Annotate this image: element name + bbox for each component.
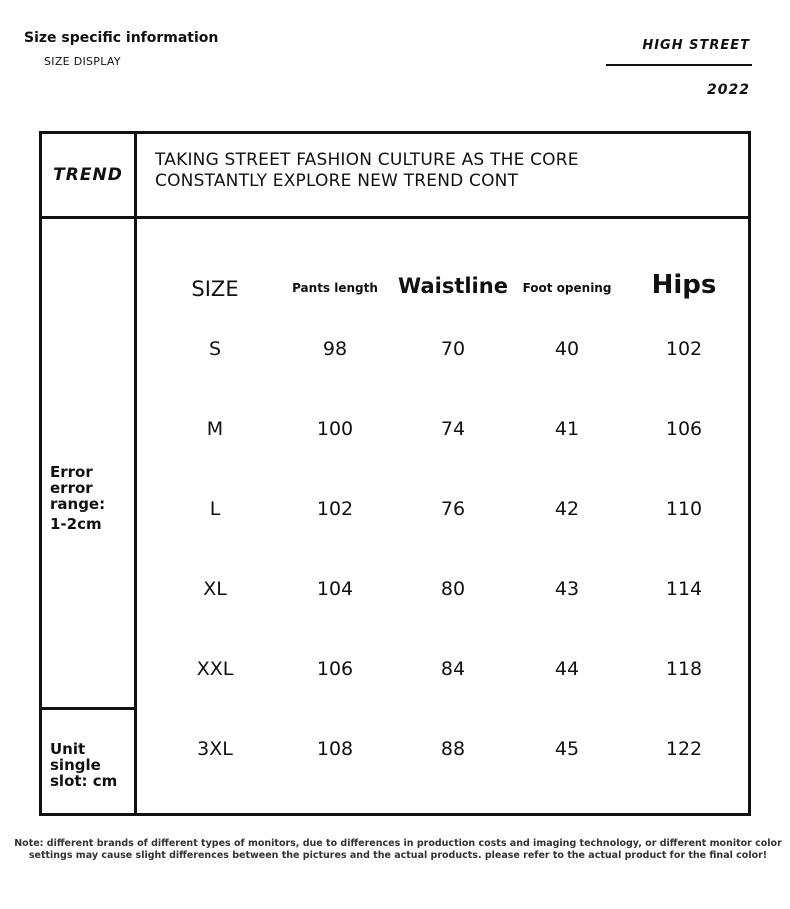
unit-note-line: slot: cm	[50, 772, 118, 790]
footnote-line-2: settings may cause slight differences between the pictures and the actual products. please refer to the actual product for the final color!	[28, 850, 768, 861]
column-divider	[134, 134, 137, 813]
banner-divider	[42, 216, 748, 219]
side-notes-divider	[42, 707, 135, 710]
header-pants-length: Pants length	[292, 281, 378, 295]
cell-foot-opening: 44	[554, 658, 580, 680]
cell-pants-length: 102	[316, 498, 354, 520]
cell-size: S	[208, 338, 222, 360]
cell-pants-length: 104	[316, 578, 354, 600]
slogan	[155, 150, 579, 192]
unit-note-line: Unit	[50, 740, 86, 758]
cell-hips: 118	[665, 658, 703, 680]
unit-note	[50, 741, 117, 789]
error-note-line: error	[50, 479, 93, 497]
cell-foot-opening: 42	[554, 498, 580, 520]
year-label: 2022	[707, 82, 750, 98]
header-hips: Hips	[651, 270, 717, 300]
cell-hips: 122	[665, 738, 703, 760]
slogan-line-1: TAKING STREET FASHION CULTURE AS THE CORE	[155, 150, 579, 170]
cell-foot-opening: 45	[554, 738, 580, 760]
cell-hips: 102	[665, 338, 703, 360]
footnote	[0, 838, 790, 862]
header-size: SIZE	[191, 277, 239, 301]
footnote-line-1: Note: different brands of different types of monitors, due to differences in production costs and imaging technology, or different monitor color	[14, 838, 782, 849]
cell-waistline: 70	[440, 338, 466, 360]
cell-waistline: 88	[440, 738, 466, 760]
page-title: Size specific information	[24, 30, 219, 46]
cell-waistline: 84	[440, 658, 466, 680]
cell-pants-length: 98	[322, 338, 348, 360]
cell-foot-opening: 43	[554, 578, 580, 600]
cell-pants-length: 106	[316, 658, 354, 680]
header-waistline: Waistline	[398, 274, 508, 298]
error-note-line: Error	[50, 463, 93, 481]
cell-waistline: 76	[440, 498, 466, 520]
unit-note-line: single	[50, 756, 101, 774]
cell-foot-opening: 40	[554, 338, 580, 360]
cell-size: M	[206, 418, 224, 440]
trend-label: TREND	[53, 165, 123, 185]
cell-pants-length: 108	[316, 738, 354, 760]
cell-size: 3XL	[197, 738, 233, 760]
error-note-line: 1-2cm	[50, 515, 102, 533]
cell-pants-length: 100	[316, 418, 354, 440]
size-chart-frame	[39, 131, 751, 816]
brand-label: HIGH STREET	[642, 38, 750, 53]
slogan-line-2: CONSTANTLY EXPLORE NEW TREND CONT	[155, 171, 519, 191]
cell-size: XL	[203, 578, 227, 600]
error-range-note	[50, 464, 105, 532]
cell-foot-opening: 41	[554, 418, 580, 440]
cell-waistline: 74	[440, 418, 466, 440]
cell-hips: 110	[665, 498, 703, 520]
cell-hips: 106	[665, 418, 703, 440]
page-subtitle: SIZE DISPLAY	[44, 55, 121, 68]
cell-size: XXL	[196, 658, 234, 680]
cell-size: L	[209, 498, 221, 520]
brand-divider	[606, 64, 752, 66]
header-foot-opening: Foot opening	[522, 281, 612, 295]
cell-hips: 114	[665, 578, 703, 600]
error-note-line: range:	[50, 495, 106, 513]
cell-waistline: 80	[440, 578, 466, 600]
